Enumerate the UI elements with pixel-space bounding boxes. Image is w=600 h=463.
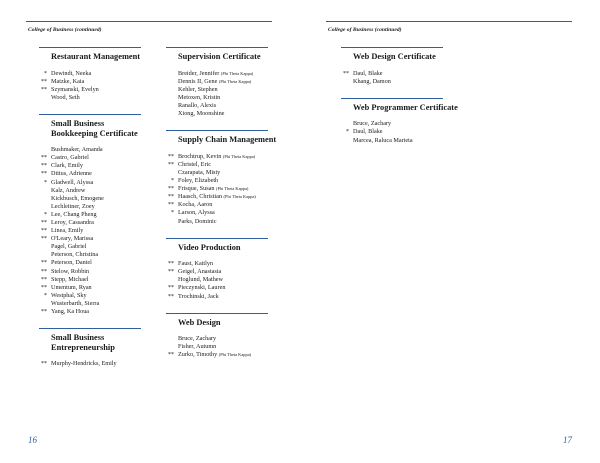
graduate-list-item xyxy=(41,360,149,368)
honors-mark: ** xyxy=(41,171,47,178)
graduate-list-item xyxy=(168,260,288,268)
page-header: College of Business (continued) xyxy=(28,27,102,33)
graduate-name: Lee, Chang Pheng xyxy=(51,210,97,218)
honor-society-note: (Phi Theta Kappa) xyxy=(216,186,249,192)
section-title: Web Design Certificate xyxy=(353,52,436,61)
graduate-name: Westphal, Sky xyxy=(51,291,87,299)
graduate-name: Kalz, Andrew xyxy=(51,186,86,194)
graduate-list-item xyxy=(168,292,288,301)
graduate-name: Pieczynski, Lauren xyxy=(178,284,226,292)
graduate-name: Leroy, Cassandra xyxy=(51,219,94,226)
graduate-list-item xyxy=(168,152,288,161)
graduate-list-item xyxy=(51,94,149,102)
graduate-name: Lechleitner, Zoey xyxy=(51,202,95,210)
section-title: Web Design xyxy=(178,317,221,327)
honors-mark: ** xyxy=(168,269,174,276)
graduate-list-item xyxy=(168,160,288,169)
honors-mark: ** xyxy=(168,186,174,193)
program-section xyxy=(168,238,288,301)
graduate-name: Gladwell, Alyssa xyxy=(51,178,94,186)
graduate-name: Wood, Seth xyxy=(51,93,80,101)
program-section xyxy=(343,47,463,86)
graduate-list-item xyxy=(41,227,149,235)
graduate-list-item xyxy=(168,351,288,359)
graduate-name: Khang, Damon xyxy=(353,77,391,85)
graduate-name: Foley, Elizabeth xyxy=(178,177,219,185)
section-rule xyxy=(341,98,443,99)
graduate-name: Parks, Dominic xyxy=(178,217,217,225)
graduate-list-item xyxy=(168,201,288,209)
program-section xyxy=(178,47,288,118)
graduate-list-item xyxy=(44,210,149,219)
program-section xyxy=(346,98,463,145)
honors-mark: * xyxy=(44,292,47,299)
graduate-list-item xyxy=(178,70,288,78)
section-rule xyxy=(166,130,268,131)
honors-mark: ** xyxy=(168,293,174,300)
honors-mark: ** xyxy=(41,309,47,316)
graduate-name: Christel, Eric xyxy=(178,160,211,168)
graduate-list-item xyxy=(41,85,149,94)
program-section xyxy=(41,114,149,316)
graduate-name: Matzke, Kaia xyxy=(51,77,85,85)
graduate-list-item xyxy=(41,235,149,243)
graduate-list-item xyxy=(51,195,149,203)
graduate-name: Dittus, Adrienne xyxy=(51,170,92,178)
graduate-list-item xyxy=(346,128,463,136)
section-rule xyxy=(166,47,268,48)
graduate-list-item xyxy=(178,343,288,351)
graduate-name: Czarapata, Misty xyxy=(178,168,221,176)
honors-mark: ** xyxy=(41,276,47,283)
graduate-list-item xyxy=(178,276,288,284)
section-title: Small Business Entrepreneurship xyxy=(51,333,115,352)
honor-society-note: (Phi Theta Kappa) xyxy=(218,352,252,358)
graduate-name: Castro, Gabriel xyxy=(51,154,89,162)
right-page xyxy=(300,0,600,463)
section-rule xyxy=(39,114,141,115)
graduate-name: Kocha, Aaron xyxy=(178,201,213,209)
graduate-name: Clark, Emily xyxy=(51,162,83,170)
honors-mark: * xyxy=(44,211,47,218)
graduate-list-item xyxy=(41,308,149,316)
graduate-list-item xyxy=(51,300,149,308)
section-title: Web Programmer Certificate xyxy=(353,102,458,112)
graduate-name: Kickbusch, Emogene xyxy=(51,194,104,202)
graduate-list-item xyxy=(168,268,288,276)
graduate-list-item xyxy=(41,283,149,292)
graduate-list-item xyxy=(51,187,149,195)
graduate-name: Yang, Ka Houa xyxy=(51,308,90,316)
graduate-name: Trochinski, Jack xyxy=(178,292,219,300)
page-header: College of Business (continued) xyxy=(328,27,402,33)
graduate-list-item xyxy=(51,251,149,259)
graduate-name: Frisque, Susan xyxy=(178,185,215,193)
honors-mark: ** xyxy=(41,78,47,85)
graduate-list-item xyxy=(168,284,288,292)
graduate-name: O'Leary, Marissa xyxy=(51,235,94,243)
section-title: Small Business Bookkeeping Certificate xyxy=(51,118,138,138)
graduate-list-item xyxy=(51,243,149,251)
header-rule xyxy=(326,21,572,22)
section-title: Video Production xyxy=(178,242,241,252)
honors-mark: ** xyxy=(41,228,47,235)
graduate-name: Peterson, Christina xyxy=(51,251,99,259)
program-section xyxy=(168,313,288,360)
honors-mark: ** xyxy=(168,352,174,359)
graduate-name: Kehler, Stephen xyxy=(178,85,218,93)
graduate-name: Marcea, Raluca Marieta xyxy=(353,136,413,144)
honors-mark: ** xyxy=(41,86,47,93)
section-title: Restaurant Management xyxy=(51,52,141,61)
graduate-list-item xyxy=(51,203,149,211)
graduate-list-item xyxy=(353,120,463,128)
honors-mark: * xyxy=(346,129,349,136)
graduate-list-item xyxy=(178,86,288,94)
honors-mark: ** xyxy=(168,202,174,209)
graduate-list-item xyxy=(178,218,288,226)
honor-society-note: (Phi Theta Kappa) xyxy=(220,70,254,76)
honors-mark: ** xyxy=(41,284,47,291)
graduate-list-item xyxy=(44,178,149,187)
graduate-list-item xyxy=(178,78,288,86)
section-rule xyxy=(341,47,443,48)
graduate-list-item xyxy=(168,193,288,201)
graduate-list-item xyxy=(41,162,149,170)
section-rule xyxy=(166,313,268,314)
right-column-1 xyxy=(343,47,463,145)
honors-mark: ** xyxy=(41,361,47,368)
graduate-list-item xyxy=(353,78,463,86)
graduate-name: Szymanski, Evelyn xyxy=(51,85,99,93)
section-title: Supervision Certificate xyxy=(178,52,261,61)
graduate-list-item xyxy=(343,69,463,78)
honor-society-note: (Phi Theta Kappa) xyxy=(218,78,252,84)
graduate-list-item xyxy=(41,267,149,276)
honors-mark: ** xyxy=(41,163,47,170)
graduate-list-item xyxy=(353,137,463,145)
graduate-name: Fisher, Autumn xyxy=(178,343,217,351)
graduate-name: Dennis II, Gene xyxy=(178,77,218,85)
graduate-name: Daul, Blake xyxy=(353,128,383,136)
graduate-list-item xyxy=(41,219,149,227)
honors-mark: * xyxy=(44,179,47,186)
honors-mark: ** xyxy=(168,161,174,168)
graduate-name: Murphy-Hendricks, Emily xyxy=(51,360,117,368)
graduate-list-item xyxy=(178,94,288,102)
graduate-name: Metoxen, Kristin xyxy=(178,93,221,101)
graduate-name: Daul, Blake xyxy=(353,69,383,77)
page-number: 17 xyxy=(563,435,572,445)
graduate-name: Faust, Kaitlyn xyxy=(178,260,214,268)
graduate-name: Zurko, Timothy xyxy=(178,351,218,359)
graduate-name: Linea, Emily xyxy=(51,227,84,235)
graduate-name: Peterson, Daniel xyxy=(51,259,92,267)
honors-mark: * xyxy=(44,70,47,77)
section-title: Supply Chain Management xyxy=(178,135,277,145)
graduate-list-item xyxy=(178,102,288,110)
graduate-list-item xyxy=(44,69,149,78)
graduate-name: Dewindt, Neeka xyxy=(51,69,92,77)
graduate-name: Breider, Jennifer xyxy=(178,69,220,77)
left-column-1 xyxy=(41,47,149,368)
graduate-name: Hoglund, Mathew xyxy=(178,276,224,284)
graduate-name: Xiong, Moonshine xyxy=(178,110,225,118)
program-section xyxy=(41,47,149,102)
header-rule xyxy=(26,21,272,22)
honors-mark: ** xyxy=(168,261,174,268)
section-rule xyxy=(166,238,268,239)
honors-mark: * xyxy=(171,210,174,217)
section-rule xyxy=(39,328,141,329)
graduate-name: Bruce, Zachary xyxy=(353,120,392,128)
honor-society-note: (Phi Theta Kappa) xyxy=(223,194,256,200)
page-number: 16 xyxy=(28,435,37,445)
graduate-list-item xyxy=(178,335,288,343)
program-section xyxy=(41,328,149,368)
graduate-list-item xyxy=(41,259,149,267)
left-column-2 xyxy=(168,47,288,360)
honors-mark: ** xyxy=(41,220,47,226)
section-rule xyxy=(39,47,141,48)
graduate-name: Haasch, Christian xyxy=(178,193,222,201)
graduate-name: Stepp, Michael xyxy=(51,275,89,283)
graduate-name: Stelow, Robbin xyxy=(51,267,90,275)
graduate-list-item xyxy=(41,275,149,284)
graduate-name: Bruce, Zachary xyxy=(178,335,217,343)
honor-society-note: (Phi Theta Kappa) xyxy=(222,153,256,159)
graduate-list-item xyxy=(41,77,149,86)
graduate-list-item xyxy=(51,146,149,154)
honors-mark: * xyxy=(171,178,174,185)
graduate-name: Ranallo, Alexis xyxy=(178,101,217,109)
graduate-name: Geigel, Anastasia xyxy=(178,268,222,276)
honors-mark: ** xyxy=(41,155,47,162)
graduate-name: Bushmaker, Amanda xyxy=(51,146,103,154)
graduate-name: Umentum, Ryan xyxy=(51,283,92,291)
graduate-list-item xyxy=(178,169,288,177)
honors-mark: ** xyxy=(41,260,47,267)
honors-mark: ** xyxy=(168,285,174,292)
graduate-name: Wusterbarth, Sierra xyxy=(51,299,100,307)
graduate-list-item xyxy=(171,209,288,217)
honors-mark: ** xyxy=(343,70,349,77)
honors-mark: ** xyxy=(41,236,47,243)
graduate-name: Larson, Alyssa xyxy=(178,209,215,217)
honors-mark: ** xyxy=(168,153,174,160)
graduate-name: Brochtrup, Kevin xyxy=(178,152,222,160)
graduate-list-item xyxy=(41,170,149,178)
honors-mark: ** xyxy=(41,268,47,275)
graduate-list-item xyxy=(41,154,149,162)
graduate-name: Pagel, Gabriel xyxy=(51,243,87,251)
graduate-list-item xyxy=(178,110,288,118)
graduate-list-item xyxy=(171,177,288,185)
program-section xyxy=(168,130,288,225)
graduate-list-item xyxy=(44,291,149,300)
graduate-list-item xyxy=(168,185,288,193)
honors-mark: ** xyxy=(168,194,174,201)
